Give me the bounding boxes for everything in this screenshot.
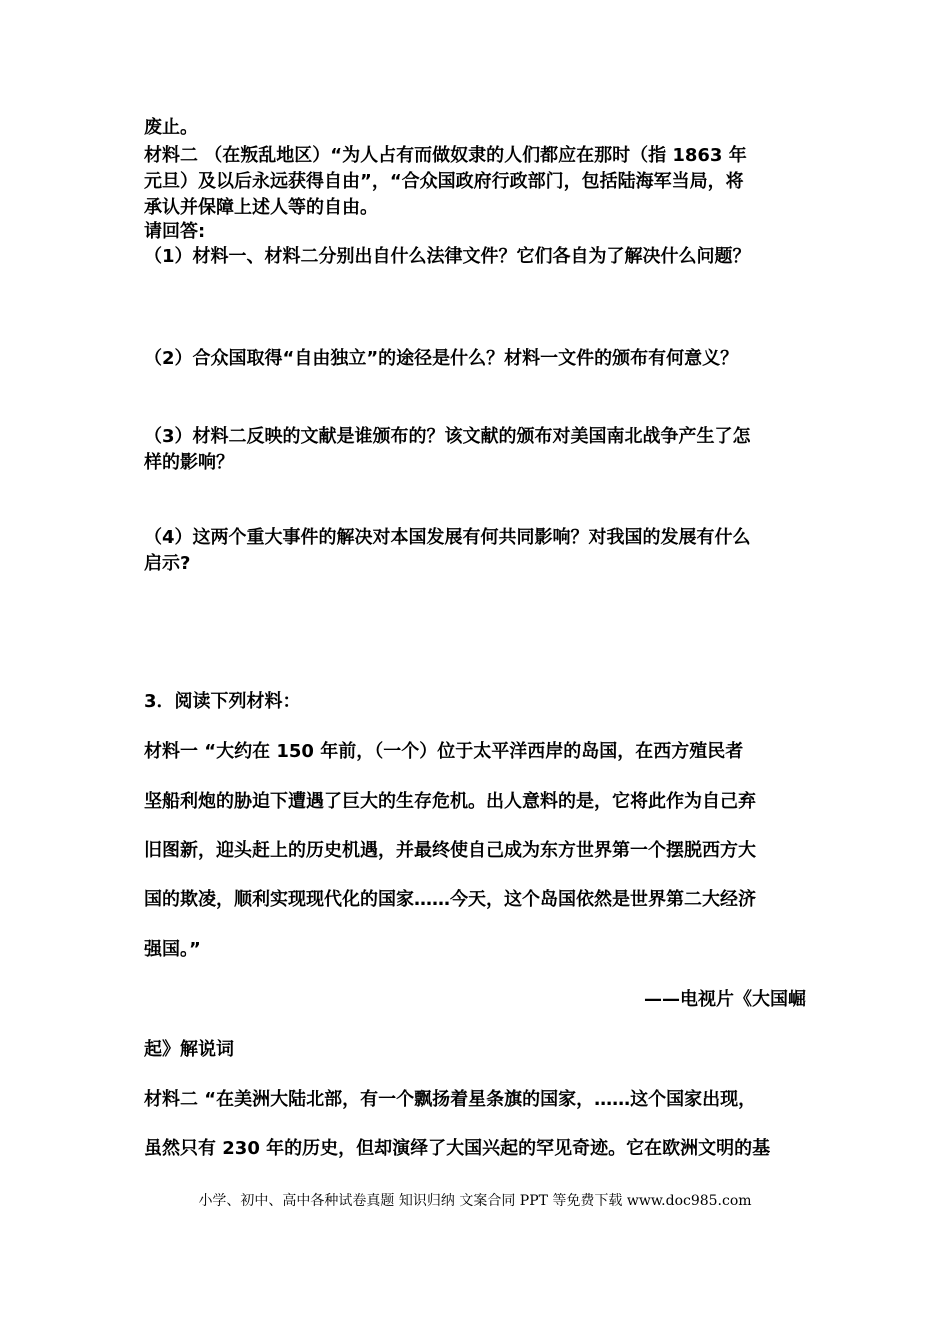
text-line: 承认并保障上述人等的自由。 (144, 197, 378, 218)
section-3-heading: 3．阅读下列材料： (144, 691, 301, 712)
question-4-line-2: 启示? (144, 553, 191, 574)
text-line: 废止。 (144, 117, 198, 138)
question-3-line-2: 样的影响？ (144, 452, 234, 473)
material-1-line: 材料一 “大约在 150 年前，（一个）位于太平洋西岸的岛国，在西方殖民者 (144, 741, 744, 762)
question-1: （1）材料一、材料二分别出自什么法律文件？它们各自为了解决什么问题？ (144, 246, 751, 267)
text-line: 材料二 （在叛乱地区）“为人占有而做奴隶的人们都应在那时（指 1863 年 (144, 145, 747, 166)
material-1-line: 坚船利炮的胁迫下遭遇了巨大的生存危机。出人意料的是，它将此作为自己弃 (144, 791, 756, 812)
material-1-line: 强国。” (144, 939, 201, 960)
material-1-line: 国的欺凌，顺利实现现代化的国家……今天，这个岛国依然是世界第二大经济 (144, 889, 756, 910)
question-2: （2）合众国取得“自由独立”的途径是什么？材料一文件的颁布有何意义？ (144, 348, 739, 369)
material-2-line: 材料二 “在美洲大陆北部，有一个飘扬着星条旗的国家，……这个国家出现， (144, 1089, 757, 1110)
material-2-line: 虽然只有 230 年的历史，但却演绎了大国兴起的罕见奇迹。它在欧洲文明的基 (144, 1138, 771, 1159)
page-footer: 小学、初中、高中各种试卷真题 知识归纳 文案合同 PPT 等免费下载 www.doc985.com (198, 1193, 752, 1209)
source-attribution-cont: 起》解说词 (144, 1039, 234, 1060)
question-4-line-1: （4）这两个重大事件的解决对本国发展有何共同影响？对我国的发展有什么 (144, 527, 751, 548)
material-1-line: 旧图新，迎头赶上的历史机遇，并最终使自己成为东方世界第一个摆脱西方大 (144, 840, 756, 861)
text-line: 元旦）及以后永远获得自由”，“合众国政府行政部门，包括陆海军当局，将 (144, 171, 744, 192)
source-attribution: ——电视片《大国崛 (644, 989, 806, 1010)
text-line: 请回答: (144, 221, 206, 242)
question-3-line-1: （3）材料二反映的文献是谁颁布的？该文献的颁布对美国南北战争产生了怎 (144, 426, 751, 447)
